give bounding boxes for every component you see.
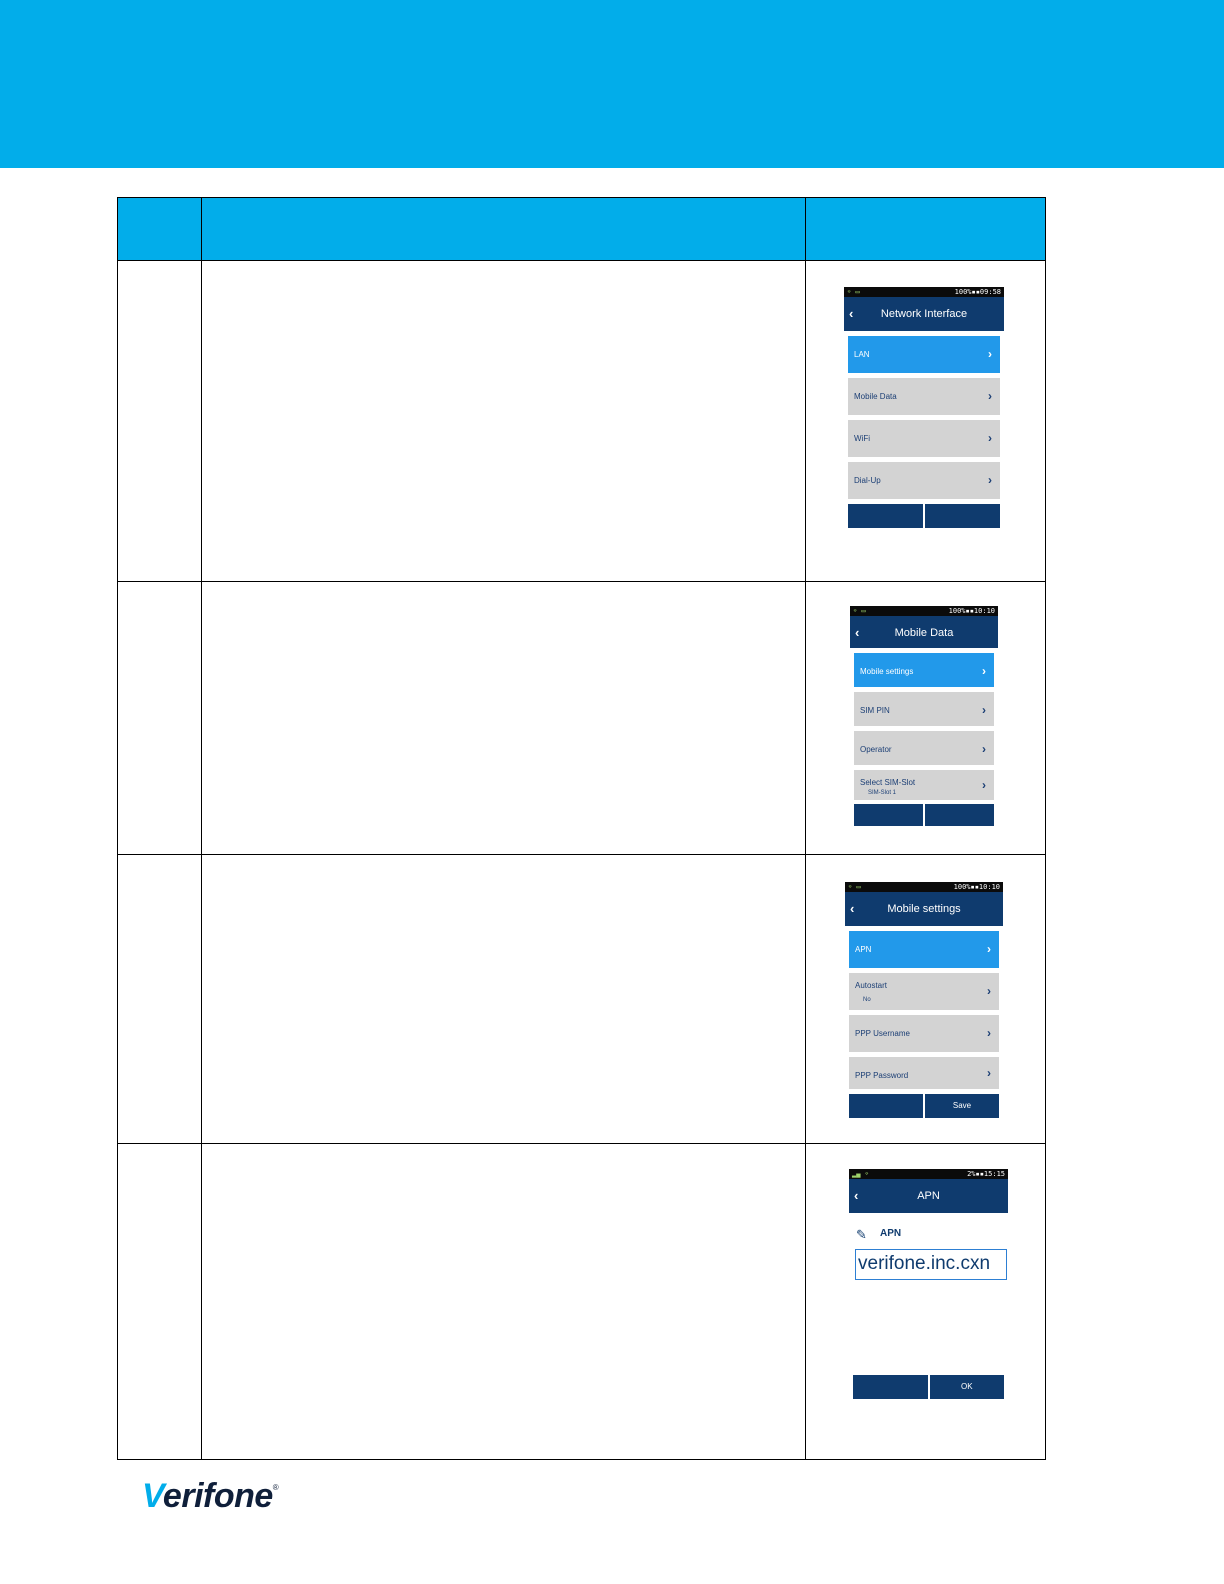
menu-item-label: APN	[855, 945, 872, 954]
menu-item-sublabel: No	[863, 997, 871, 1003]
menu-item-label: Mobile Data	[854, 392, 897, 401]
step-cell	[118, 855, 202, 1144]
status-bar	[849, 1169, 1008, 1179]
table-row	[118, 1144, 1046, 1460]
status-readout: 100%▪▪10:10	[953, 883, 1000, 891]
chevron-right-icon: ›	[987, 984, 991, 998]
menu-item-ppp-password[interactable]	[849, 1057, 999, 1089]
menu-item-lan[interactable]	[848, 336, 1000, 373]
status-bar	[844, 287, 1004, 297]
apn-input[interactable]: verifone.inc.cxn	[855, 1249, 1007, 1280]
ok-button[interactable]: OK	[930, 1375, 1005, 1399]
menu-item-select-sim-slot[interactable]	[854, 770, 994, 800]
signal-icon: ⌔ ▭	[853, 607, 866, 615]
screenshot-cell	[806, 1144, 1046, 1460]
screen-title: APN	[917, 1190, 940, 1202]
menu-item-label: PPP Password	[855, 1071, 909, 1080]
header-screen	[806, 198, 1046, 261]
right-softkey-button[interactable]	[925, 804, 994, 826]
button-bar	[848, 504, 1000, 528]
screen-title: Mobile Data	[894, 627, 954, 639]
signal-icon: ▂▄ ⌔	[852, 1170, 869, 1178]
menu-item-mobile-settings[interactable]	[854, 653, 994, 687]
header-banner	[0, 0, 1224, 168]
button-bar	[854, 804, 994, 826]
screenshot-cell	[806, 855, 1046, 1144]
table-row	[118, 261, 1046, 582]
status-bar	[850, 606, 998, 616]
right-softkey-button[interactable]	[925, 504, 1000, 528]
chevron-right-icon: ›	[982, 778, 986, 792]
title-bar	[844, 297, 1004, 331]
chevron-right-icon: ›	[988, 347, 992, 361]
signal-icon: ⌔ ▭	[848, 883, 861, 891]
menu-item-mobile-data[interactable]	[848, 378, 1000, 415]
table-header-row	[118, 198, 1046, 261]
screen-title: Network Interface	[880, 308, 968, 320]
menu-item-apn[interactable]	[849, 931, 999, 968]
menu-item-label: SIM PIN	[860, 706, 890, 715]
chevron-right-icon: ›	[987, 942, 991, 956]
back-arrow-icon[interactable]: ‹	[854, 1188, 859, 1203]
header-action	[202, 198, 806, 261]
step-cell	[118, 1144, 202, 1460]
action-cell	[202, 1144, 806, 1460]
button-bar	[853, 1375, 1004, 1399]
status-readout: 100%▪▪09:58	[954, 288, 1001, 296]
menu-item-operator[interactable]	[854, 731, 994, 765]
back-arrow-icon[interactable]: ‹	[850, 901, 855, 916]
table-row	[118, 855, 1046, 1144]
status-bar	[845, 882, 1003, 892]
menu-item-label: PPP Username	[855, 1029, 910, 1038]
steps-table	[117, 197, 1046, 1460]
menu-item-label: WiFi	[854, 434, 870, 443]
chevron-right-icon: ›	[988, 389, 992, 403]
left-softkey-button[interactable]	[854, 804, 923, 826]
chevron-right-icon: ›	[988, 431, 992, 445]
left-softkey-button[interactable]	[853, 1375, 928, 1399]
chevron-right-icon: ›	[987, 1026, 991, 1040]
mobile-data-screen	[850, 606, 998, 826]
header-step	[118, 198, 202, 261]
menu-item-ppp-username[interactable]	[849, 1015, 999, 1052]
title-bar	[845, 892, 1003, 926]
table-row	[118, 582, 1046, 855]
mobile-settings-screen	[845, 882, 1003, 1118]
menu-item-label: LAN	[854, 350, 870, 359]
status-readout: 2%▪▪15:15	[967, 1170, 1005, 1178]
left-softkey-button[interactable]	[849, 1094, 923, 1118]
menu-item-label: Dial-Up	[854, 476, 881, 485]
registered-mark: ®	[272, 1483, 279, 1492]
back-arrow-icon[interactable]: ‹	[849, 306, 854, 321]
chevron-right-icon: ›	[982, 742, 986, 756]
menu-item-autostart[interactable]	[849, 973, 999, 1010]
menu-item-label: Operator	[860, 745, 892, 754]
menu-item-label: Autostart	[855, 981, 888, 990]
edit-pen-icon: ✎	[856, 1227, 867, 1242]
chevron-right-icon: ›	[982, 703, 986, 717]
chevron-right-icon: ›	[987, 1066, 991, 1080]
screen-title: Mobile settings	[887, 903, 961, 915]
title-bar	[849, 1179, 1008, 1213]
menu-item-sim-pin[interactable]	[854, 692, 994, 726]
logo-mark: V	[142, 1477, 163, 1515]
step-cell	[118, 261, 202, 582]
chevron-right-icon: ›	[982, 664, 986, 678]
logo-text: erifone	[162, 1477, 273, 1515]
signal-icon: ⌔ ▭	[847, 288, 860, 296]
back-arrow-icon[interactable]: ‹	[855, 625, 860, 640]
menu-item-sublabel: SIM-Slot 1	[868, 790, 897, 796]
button-bar	[849, 1094, 999, 1118]
apn-screen	[849, 1169, 1008, 1404]
menu-item-wifi[interactable]	[848, 420, 1000, 457]
menu-item-dial-up[interactable]	[848, 462, 1000, 499]
step-cell	[118, 582, 202, 855]
menu-item-label: Select SIM-Slot	[860, 778, 916, 787]
left-softkey-button[interactable]	[848, 504, 923, 528]
menu-item-label: Mobile settings	[860, 667, 914, 676]
save-button[interactable]: Save	[925, 1094, 999, 1118]
action-cell	[202, 855, 806, 1144]
action-cell	[202, 582, 806, 855]
screenshot-cell	[806, 582, 1046, 855]
title-bar	[850, 616, 998, 648]
status-readout: 100%▪▪10:10	[948, 607, 995, 615]
chevron-right-icon: ›	[988, 473, 992, 487]
network-interface-screen	[844, 287, 1004, 528]
apn-field-label: APN	[880, 1228, 902, 1239]
screenshot-cell	[806, 261, 1046, 582]
action-cell	[202, 261, 806, 582]
verifone-logo	[142, 1477, 278, 1516]
